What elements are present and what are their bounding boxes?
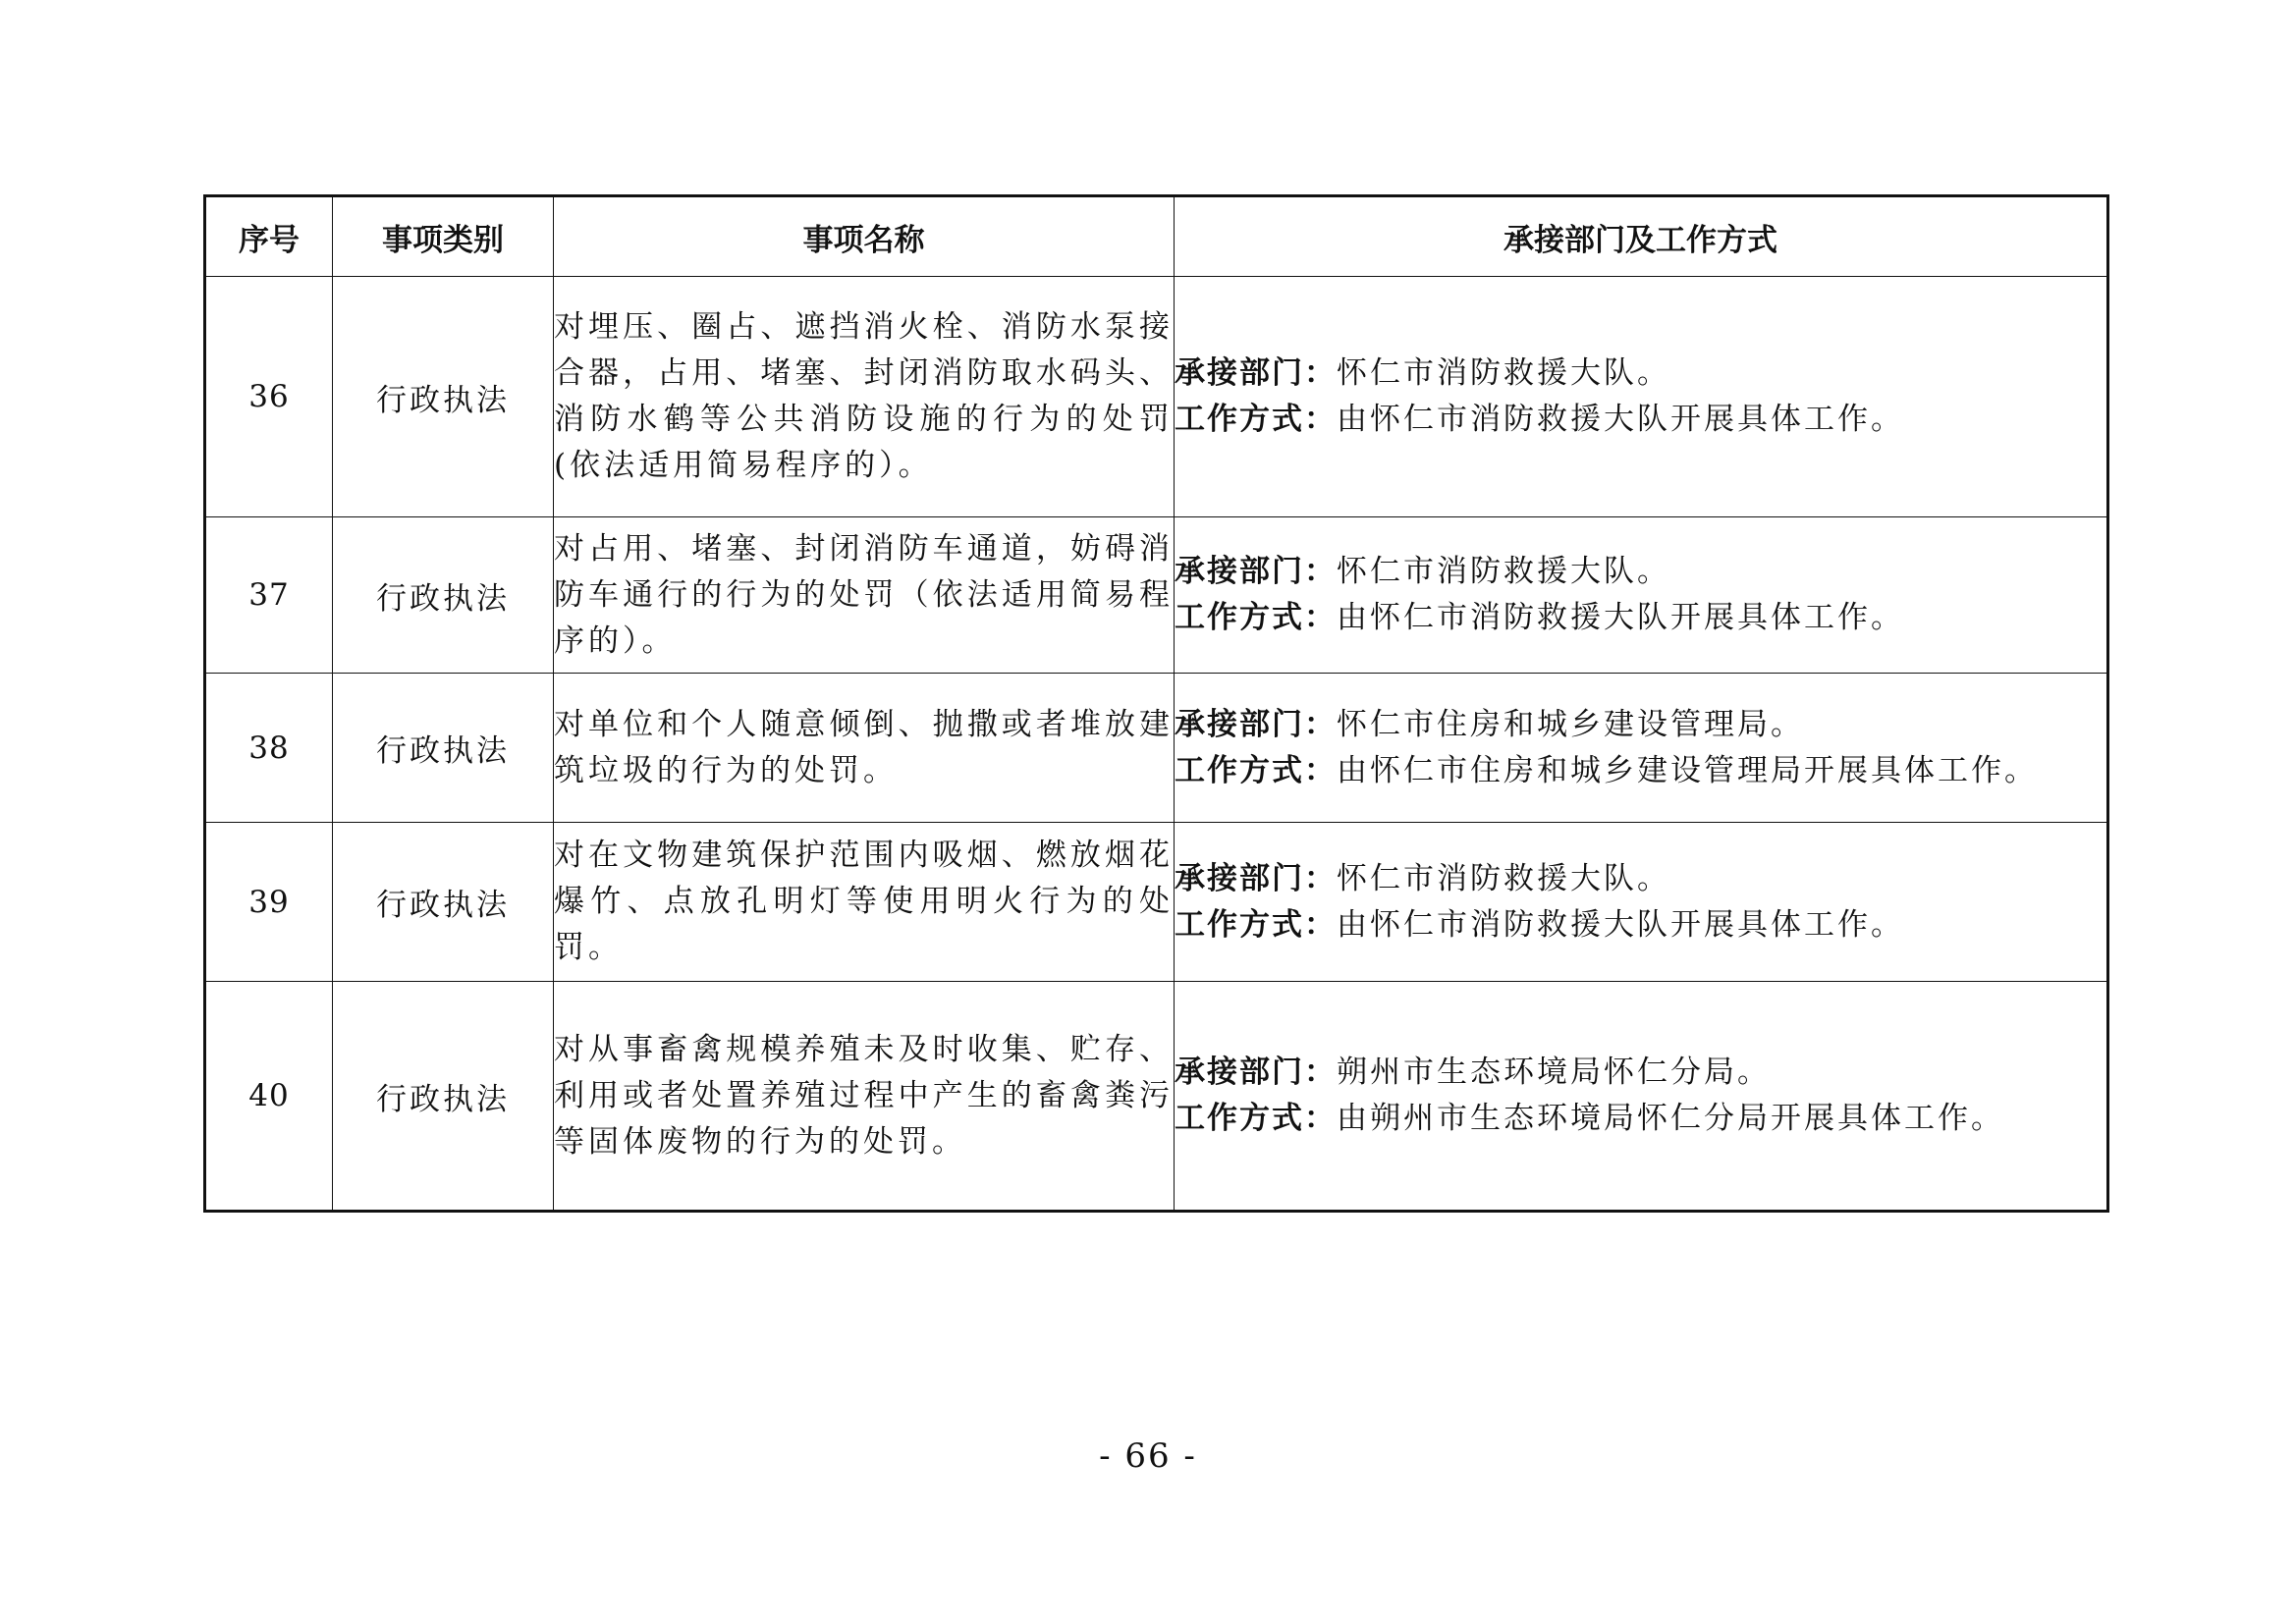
header-category: 事项类别 <box>333 196 554 277</box>
row-work <box>1175 277 2108 517</box>
method-value: 由怀仁市消防救援大队开展具体工作。 <box>1337 402 1904 437</box>
dept-line <box>1175 549 2106 595</box>
method-label: 工作方式： <box>1175 752 1337 788</box>
header-dept: 承接部门及工作方式 <box>1175 196 2108 277</box>
page-number: - 66 - <box>1099 1436 1197 1476</box>
dept-line <box>1175 351 2106 397</box>
row-category: 行政执法 <box>333 982 554 1212</box>
row-work <box>1175 517 2108 674</box>
method-line <box>1175 397 2106 443</box>
header-row <box>205 196 2108 277</box>
dept-value: 怀仁市消防救援大队。 <box>1337 554 1670 589</box>
dept-label: 承接部门： <box>1175 706 1337 742</box>
table-row <box>205 277 2108 517</box>
method-value: 由怀仁市住房和城乡建设管理局开展具体工作。 <box>1337 752 2038 788</box>
dept-value: 怀仁市住房和城乡建设管理局。 <box>1337 706 1804 742</box>
dept-value: 朔州市生态环境局怀仁分局。 <box>1337 1055 1771 1090</box>
row-name: 对占用、堵塞、封闭消防车通道，妨碍消防车通行的行为的处罚（依法适用简易程序的）。 <box>554 517 1175 674</box>
row-name: 对在文物建筑保护范围内吸烟、燃放烟花爆竹、点放孔明灯等使用明火行为的处罚。 <box>554 823 1175 982</box>
row-name: 对从事畜禽规模养殖未及时收集、贮存、利用或者处置养殖过程中产生的畜禽粪污等固体废物的行为的处罚。 <box>554 982 1175 1212</box>
dept-label: 承接部门： <box>1175 1055 1337 1090</box>
dept-label: 承接部门： <box>1175 554 1337 589</box>
method-line <box>1175 1096 2106 1142</box>
row-name: 对埋压、圈占、遮挡消火栓、消防水泵接合器，占用、堵塞、封闭消防取水码头、消防水鹤等公共消防设施的行为的处罚(依法适用简易程序的）。 <box>554 277 1175 517</box>
method-line <box>1175 595 2106 641</box>
table-row <box>205 674 2108 823</box>
method-label: 工作方式： <box>1175 600 1337 635</box>
row-num: 36 <box>205 277 333 517</box>
dept-line <box>1175 702 2106 748</box>
row-category: 行政执法 <box>333 823 554 982</box>
dept-value: 怀仁市消防救援大队。 <box>1337 355 1670 391</box>
row-category: 行政执法 <box>333 277 554 517</box>
method-label: 工作方式： <box>1175 906 1337 943</box>
table-row <box>205 823 2108 982</box>
method-line <box>1175 902 2106 948</box>
method-line <box>1175 748 2106 794</box>
method-value: 由怀仁市消防救援大队开展具体工作。 <box>1337 906 1904 943</box>
table-row <box>205 517 2108 674</box>
row-num: 39 <box>205 823 333 982</box>
row-name: 对单位和个人随意倾倒、抛撒或者堆放建筑垃圾的行为的处罚。 <box>554 674 1175 823</box>
method-value: 由朔州市生态环境局怀仁分局开展具体工作。 <box>1337 1101 2004 1136</box>
row-category: 行政执法 <box>333 674 554 823</box>
dept-line <box>1175 1050 2106 1096</box>
header-name: 事项名称 <box>554 196 1175 277</box>
header-num: 序号 <box>205 196 333 277</box>
row-work <box>1175 982 2108 1212</box>
dept-label: 承接部门： <box>1175 860 1337 896</box>
row-num: 40 <box>205 982 333 1212</box>
method-label: 工作方式： <box>1175 1101 1337 1136</box>
dept-line <box>1175 856 2106 902</box>
row-category: 行政执法 <box>333 517 554 674</box>
method-label: 工作方式： <box>1175 402 1337 437</box>
dept-label: 承接部门： <box>1175 355 1337 391</box>
row-work <box>1175 823 2108 982</box>
matters-table <box>203 194 2109 1213</box>
row-num: 37 <box>205 517 333 674</box>
dept-value: 怀仁市消防救援大队。 <box>1337 860 1670 896</box>
row-work <box>1175 674 2108 823</box>
method-value: 由怀仁市消防救援大队开展具体工作。 <box>1337 600 1904 635</box>
row-num: 38 <box>205 674 333 823</box>
table-row <box>205 982 2108 1212</box>
